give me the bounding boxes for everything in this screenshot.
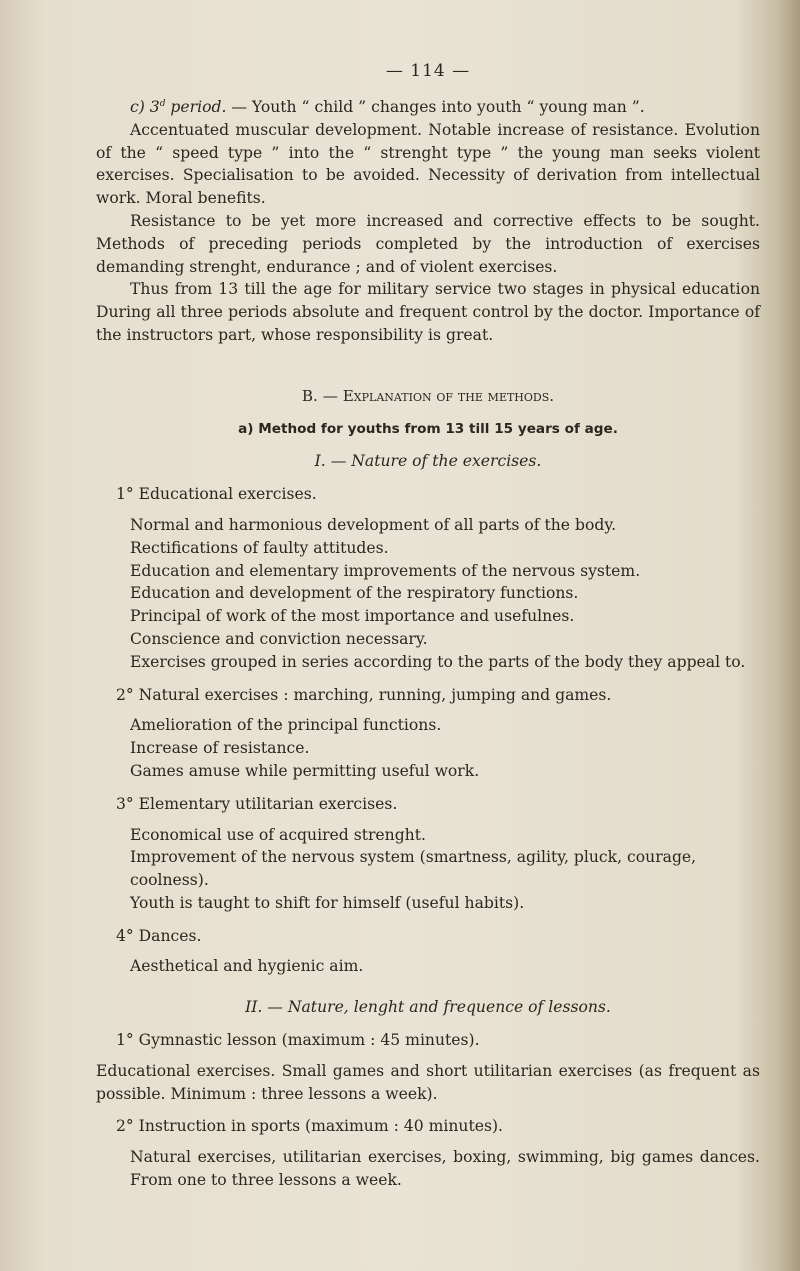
- item-1-line: Normal and harmonious development of all parts of the body.: [130, 515, 617, 534]
- section-c-heading-rest: — Youth “ child ” changes into youth “ young man ”.: [226, 97, 645, 116]
- page-content: [96, 60, 760, 1192]
- item-3-line: Youth is taught to shift for himself (useful habits).: [130, 893, 525, 912]
- section-c-paragraph-1: Accentuated muscular development. Notable increase of resistance. Evolution of the “ speed type ” into the “ strenght type ” the young man seeks violent exercises. Specialisation to be avoided. Necessity of derivation from intellectual work. Moral benefits.: [96, 120, 760, 208]
- item-1-line: Exercises grouped in series according to the parts of the body they appeal to.: [130, 652, 746, 671]
- period-label: period.: [165, 97, 227, 116]
- item-1-line: Principal of work of the most importance and usefulnes.: [130, 607, 575, 626]
- lesson-2-text: Natural exercises, utilitarian exercises, boxing, swimming, big games dances. From one to three lessons a week.: [130, 1148, 760, 1190]
- item-3-line: Improvement of the nervous system (smartness, agility, pluck, courage, coolness).: [130, 848, 697, 890]
- section-b-heading: B. — Explanation of the methods.: [301, 386, 555, 405]
- item-2-line: Games amuse while permitting useful work.: [130, 761, 480, 780]
- part-2-heading: II. — Nature, lenght and frequence of lessons.: [245, 998, 611, 1017]
- method-a-heading: a) Method for youths from 13 till 15 years of age.: [238, 420, 618, 437]
- item-1-line: Education and development of the respiratory functions.: [130, 584, 579, 603]
- item-3-title: 3° Elementary utilitarian exercises.: [116, 794, 398, 813]
- section-c-heading: [96, 93, 760, 119]
- item-2-title: 2° Natural exercises : marching, running, jumping and games.: [116, 685, 612, 704]
- item-1-line: Education and elementary improvements of the nervous system.: [130, 561, 641, 580]
- part-1-heading: I. — Nature of the exercises.: [314, 452, 542, 471]
- item-3-line: Economical use of acquired strenght.: [130, 825, 426, 844]
- section-c-paragraph-2: Resistance to be yet more increased and corrective effects to be sought. Methods of preceding periods completed by the introduction of exercises demanding strenght, endurance ; and of violent exercises.: [96, 211, 760, 276]
- lesson-2-title: 2° Instruction in sports (maximum : 40 minutes).: [116, 1117, 503, 1136]
- item-2-line: Increase of resistance.: [130, 739, 310, 758]
- ordinal-superscript: d: [159, 98, 166, 109]
- item-2-line: Amelioration of the principal functions.: [130, 716, 442, 735]
- lesson-1-title: 1° Gymnastic lesson (maximum : 45 minutes).: [116, 1031, 480, 1050]
- lesson-1-text: Educational exercises. Small games and short utilitarian exercises (as frequent as possible. Minimum : three lessons a week).: [96, 1061, 760, 1103]
- item-1-lines: [96, 514, 760, 674]
- item-3-lines: [96, 824, 760, 915]
- item-4-line: Aesthetical and hygienic aim.: [130, 957, 364, 976]
- section-c-prefix: c) 3: [130, 97, 160, 116]
- page-number: — 114 —: [385, 61, 471, 81]
- item-2-lines: [96, 714, 760, 782]
- item-1-line: Rectifications of faulty attitudes.: [130, 538, 389, 557]
- item-1-title: 1° Educational exercises.: [116, 485, 317, 504]
- item-4-lines: [96, 955, 760, 978]
- item-1-line: Conscience and conviction necessary.: [130, 629, 428, 648]
- section-c-paragraph-3: Thus from 13 till the age for military service two stages in physical education During all three periods absolute and frequent control by the doctor. Importance of the instructors part, whose responsibility is great.: [96, 280, 760, 344]
- item-4-title: 4° Dances.: [116, 926, 202, 945]
